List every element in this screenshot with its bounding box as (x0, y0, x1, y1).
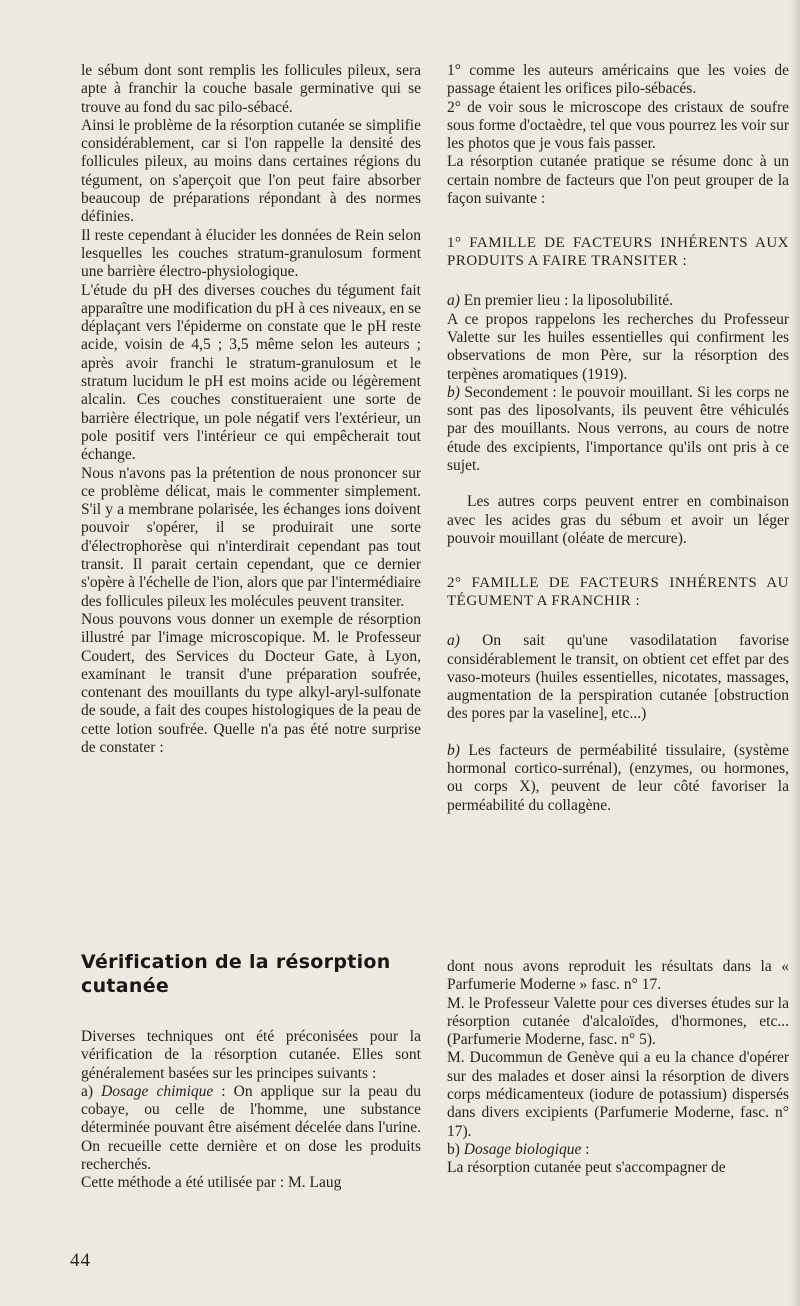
page-edge-shadow (790, 0, 800, 1306)
section-title: Vérification de la résorption cutanée (81, 951, 391, 997)
item-text: : On applique sur la peau du cobaye, ou celle de l'homme, une substance déterminée pouvant être aisément décelée dans l'urine. On recueille cette dernière et on dose les produits recherchés. (81, 1082, 421, 1174)
item-text: Les facteurs de perméabilité tissulaire, (système hormonal cortico-surrénal), (enzymes, ou hormones, ou corps X), peuvent de leur côté favoriser la perméabilité du collagène. (447, 741, 789, 814)
list-item-b (447, 742, 789, 815)
list-item-a (447, 632, 789, 723)
item-text: En premier lieu : la liposolubilité. (459, 292, 674, 310)
paragraph: Ainsi le problème de la résorption cutanée se simplifie considérablement, car si l'on rappelle la densité des follicules pileux, au moins dans certaines régions du tégument, on s'aperçoit que l'on peut faire absorber beaucoup de préparations répondant à des normes définies. (81, 116, 421, 226)
paragraph: M. Ducommun de Genève qui a eu la chance d'opérer sur des malades et doser ainsi la résorption de divers corps médicamenteux (iodure de potassium) dispersés dans divers excipients (Parfumerie Moderne, fasc. n° 17). (447, 1049, 789, 1140)
subheading-family-2: 2° FAMILLE DE FACTEURS INHÉRENTS AU TÉGUMENT A FRANCHIR : (447, 575, 789, 610)
right-column-bottom (447, 958, 789, 1178)
item-label: b) (447, 741, 460, 759)
item-label: b) (447, 383, 460, 401)
item-label: b) (447, 1140, 460, 1158)
item-label: a) (447, 632, 460, 650)
paragraph: Nous n'avons pas la prétention de nous prononcer sur ce problème délicat, mais le commenter simplement. S'il y a membrane polarisée, les échanges ions doivent pouvoir s'opérer, il se produirait une sorte d'électrophorèse qui n'interdirait cependant pas tout transit. Il parait certain cependant, que ce dernier s'opère à l'échelle de l'ion, alors que par l'intermédiaire des follicules pileux les molécules peuvent transiter. (81, 464, 421, 610)
left-column-bottom (81, 950, 421, 1193)
list-item-b (447, 1141, 789, 1159)
page-number: 44 (70, 1250, 91, 1271)
paragraph: L'étude du pH des diverses couches du tégument fait apparaître une modification du pH à ces niveaux, en se déplaçant vers l'épiderme on constate que le pH reste acide, voisin de 4,5 ; 3,5 même selon les auteurs ; après avoir franchi le stratum-granulosum et le stratum lucidum le pH est moins acide ou légèrement alcalin. Ces couches constitueraient une sorte de barrière électrique, un pole négatif vers l'extérieur, un pole positif vers l'intérieur ce qui empêcherait tout échange. (81, 281, 422, 464)
paragraph: Il reste cependant à élucider les données de Rein selon lesquelles les couches stratum-granulosum forment une barrière électro-physiologique. (81, 226, 421, 281)
paragraph: A ce propos rappelons les recherches du Professeur Valette sur les huiles essentielles qui confirment les observations de mon Père, sur la résorption des terpènes aromatiques (1919). (447, 310, 789, 383)
paragraph: Diverses techniques ont été préconisées pour la vérification de la résorption cutanée. Elles sont généralement basées sur les principes suivants : (81, 1028, 421, 1082)
paragraph: Cette méthode a été utilisée par : M. Laug (81, 1174, 342, 1192)
subheading-family-1: 1° FAMILLE DE FACTEURS INHÉRENTS AUX PRODUITS A FAIRE TRANSITER : (447, 235, 789, 270)
item-title: Dosage biologique (463, 1140, 582, 1158)
list-item-a (447, 292, 789, 310)
item-colon: : (581, 1140, 590, 1158)
paragraph: Nous pouvons vous donner un exemple de résorption illustré par l'image microscopique. M. le Professeur Coudert, des Services du Docteur Gate, à Lyon, examinant le transit d'une préparation soufrée, contenant des mouillants du type alkyl-aryl-sulfonate de soude, a fait des coupes histologiques de la peau de cette lotion soufrée. Quelle n'a pas été notre surprise de constater : (81, 610, 421, 756)
paragraph: La résorption cutanée pratique se résume donc à un certain nombre de facteurs que l'on peut grouper de la façon suivante : (447, 153, 789, 208)
list-item-a (81, 1083, 421, 1174)
paragraph: le sébum dont sont remplis les follicules pileux, sera apte à franchir la couche basale germinative qui se trouve au fond du sac pilo-sébacé. (81, 62, 421, 116)
list-item-b (447, 384, 789, 475)
item-label: a) (81, 1082, 94, 1100)
right-column-top (447, 62, 789, 815)
paragraph: Les autres corps peuvent entrer en combinaison avec les acides gras du sébum et avoir un léger pouvoir mouillant (oléate de mercure). (447, 493, 789, 547)
paragraph: La résorption cutanée peut s'accompagner de (447, 1159, 726, 1177)
paragraph: M. le Professeur Valette pour ces diverses études sur la résorption cutanée d'alcaloïdes, d'hormones, etc... (Parfumerie Moderne, fasc. n° 5). (447, 994, 789, 1049)
left-column-top (81, 62, 421, 757)
paragraph: dont nous avons reproduit les résultats dans la « Parfumerie Moderne » fasc. n° 17. (447, 958, 789, 994)
item-text: On sait qu'une vasodilatation favorise considérablement le transit, on obtient cet effet par des vaso-moteurs (huiles essentielles, nicotates, massages, augmentation de la perspiration cutanée [obstruction des pores par la vaseline], etc...) (447, 632, 789, 723)
paragraph: 2° de voir sous le microscope des cristaux de soufre sous forme d'octaèdre, tel que vous pourrez les voir sur les photos que je vous fais passer. (447, 98, 789, 153)
item-label: a) (447, 292, 460, 310)
paragraph: 1° comme les auteurs américains que les voies de passage étaient les orifices pilo-sébacés. (447, 62, 789, 98)
item-title: Dosage chimique (101, 1082, 214, 1100)
item-text: Secondement : le pouvoir mouillant. Si les corps ne sont pas des liposolvants, ils peuvent être véhiculés par des mouillants. Nous verrons, au cours de notre étude des excipients, l'importance qu'ils ont pris à ce sujet. (447, 383, 789, 475)
